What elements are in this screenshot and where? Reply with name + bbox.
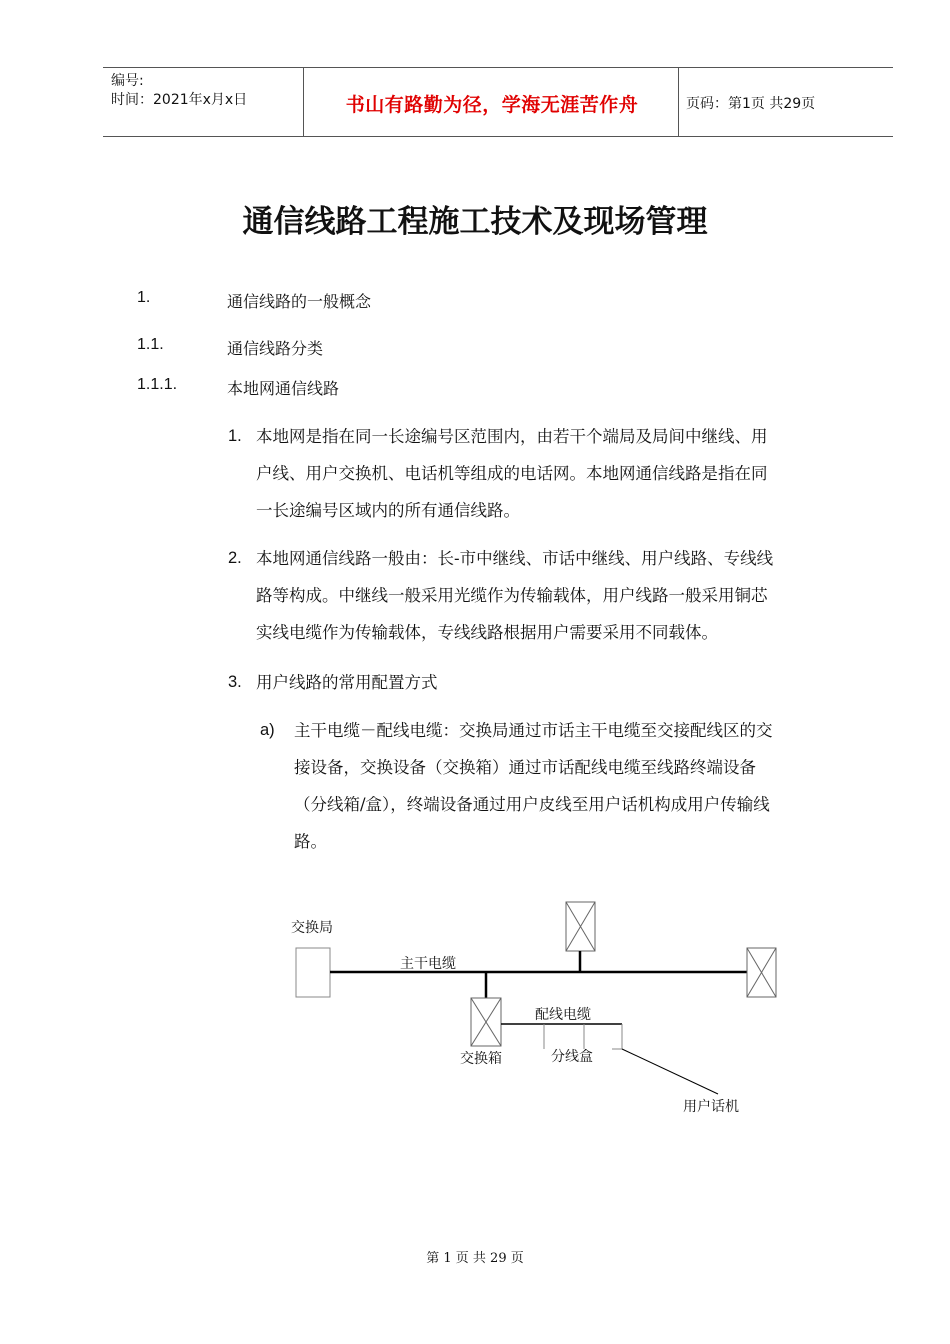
- heading-text: 本地网通信线路: [227, 379, 340, 398]
- trunk-cable-label: 主干电缆: [400, 956, 456, 972]
- header-page-info: 页码：第1页 共29页: [686, 96, 816, 112]
- document-title: 通信线路工程施工技术及现场管理: [242, 204, 708, 240]
- heading-text: 通信线路的一般概念: [227, 292, 372, 311]
- cabinet-label: 交换箱: [460, 1051, 502, 1067]
- item-letter: a): [260, 721, 275, 739]
- exchange-label: 交换局: [291, 920, 333, 936]
- distribution-cable-label: 配线电缆: [535, 1007, 591, 1023]
- cross-box-right: [747, 948, 776, 997]
- item-number: 1.: [228, 427, 242, 445]
- text-line: 用户线路的常用配置方式: [256, 673, 438, 692]
- time-label: 时间：2021年x月x日: [111, 92, 248, 108]
- header-slogan: 书山有路勤为径，学海无涯苦作舟: [345, 94, 639, 116]
- text-line: 路等构成。中继线一般采用光缆作为传输载体，用户线路一般采用铜芯: [256, 586, 768, 605]
- item-number: 2.: [228, 549, 242, 567]
- distribution-box-marks: [544, 1024, 622, 1049]
- page-footer: 第 1 页 共 29 页: [426, 1251, 524, 1266]
- text-line: 主干电缆－配线电缆：交换局通过市话主干电缆至交接配线区的交: [294, 721, 773, 740]
- heading-number: 1.1.1.: [137, 376, 178, 393]
- text-line: 本地网是指在同一长途编号区范围内，由若干个端局及局间中继线、用: [256, 427, 768, 446]
- heading-text: 通信线路分类: [227, 339, 324, 358]
- phone-label: 用户话机: [683, 1099, 739, 1115]
- cross-box-top: [566, 902, 595, 951]
- box-label: 分线盒: [551, 1049, 593, 1065]
- exchange-box: [296, 948, 330, 997]
- item-number: 3.: [228, 673, 242, 691]
- number-label: 编号:: [111, 73, 144, 89]
- cabinet-cross-box: [471, 998, 501, 1046]
- heading-number: 1.1.: [137, 336, 164, 353]
- subscriber-drop-line: [622, 1049, 718, 1094]
- text-line: 路。: [294, 832, 327, 851]
- text-line: 户线、用户交换机、电话机等组成的电话网。本地网通信线路是指在同: [256, 464, 768, 483]
- text-line: 本地网通信线路一般由：长-市中继线、市话中继线、用户线路、专线线: [256, 549, 774, 568]
- text-line: 实线电缆作为传输载体，专线线路根据用户需要采用不同载体。: [256, 623, 718, 642]
- heading-number: 1.: [137, 289, 151, 306]
- text-line: 一长途编号区域内的所有通信线路。: [256, 501, 520, 520]
- text-line: 接设备，交换设备（交换箱）通过市话配线电缆至线路终端设备: [294, 758, 756, 777]
- text-line: （分线箱/盒），终端设备通过用户皮线至用户话机构成用户传输线: [294, 795, 770, 814]
